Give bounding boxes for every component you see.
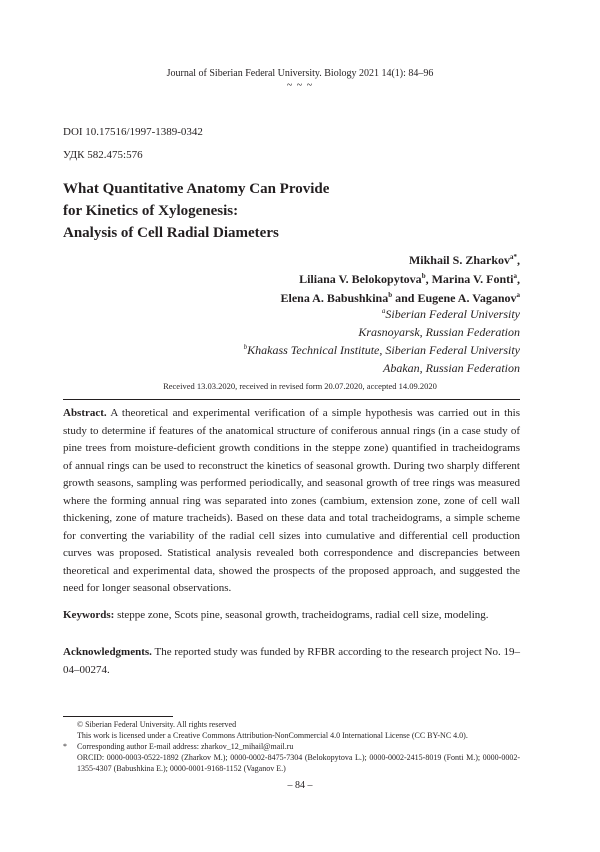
- affiliation-city: Krasnoyarsk, Russian Federation: [358, 325, 520, 339]
- udk-code: УДК 582.475:576: [63, 149, 143, 161]
- abstract: [63, 405, 520, 598]
- author-superscript: a: [516, 291, 520, 299]
- acknowledgments: [63, 644, 520, 679]
- affiliation-line: [244, 305, 520, 323]
- author-name: Mikhail S. Zharkov: [408, 253, 510, 267]
- journal-header: Journal of Siberian Federal University. Biology 2021 14(1): 84–96: [166, 68, 434, 79]
- author-separator: ,: [517, 253, 520, 267]
- abstract-text: A theoretical and experimental verification of a simple hypothesis was carried out in this study to determine if features of the anatomical structure of coniferous annual rings (in a case study of pine trees from moisture-deficient growth conditions in the steppe zone) quantified in tracheidograms of annual rings can be used to reconstruct the kinetics of seasonal growth. During two sharply different growth seasons, sampling was performed periodically, and seasonal growth of tree rings was measured where the forming annual ring was separated into zones (cambium, extension zone, zone of cell wall thickening, zone of mature tracheids). Based on these data and total tracheidograms, a simple scheme for converting the variability of the radial cell sizes into cumulative and differential cell production curves was proposed. Statistical analysis revealed both correspondence and discrepancies between theoretical and experimental data, showed the prospects of the proposed approach, and suggested the need for longer seasonal observations.: [63, 407, 520, 594]
- author-name: Liliana V. Belokopytova: [299, 272, 422, 286]
- keywords-label: Keywords:: [63, 609, 115, 621]
- header-ornament: ~ ~ ~: [286, 80, 314, 91]
- title-line: Analysis of Cell Radial Diameters: [63, 225, 279, 241]
- author-superscript: a: [513, 272, 517, 280]
- page-number: – 84 –: [287, 780, 313, 791]
- title-line: What Quantitative Anatomy Can Provide: [63, 181, 330, 197]
- title-line: for Kinetics of Xylogenesis:: [63, 203, 239, 219]
- footnote-marker: *: [63, 742, 67, 751]
- footnotes: [63, 719, 520, 774]
- footnote-text: ORCID: 0000-0003-0522-1892 (Zharkov M.); 0000-0002-8475-7304 (Belokopytova L.); 0000-0002-2415-8019 (Fonti M.); 0000-0002-1355-4307 (Babushkina E.); 0000-0001-9168-1152 (Vaganov E.): [77, 753, 520, 773]
- affiliation-line: [244, 341, 520, 359]
- footnote-text: This work is licensed under a Creative Commons Attribution-NonCommercial 4.0 International License (CC BY-NC 4.0).: [77, 731, 468, 740]
- author-list: [280, 251, 520, 308]
- affiliations: [244, 305, 520, 377]
- affiliation-name: Siberian Federal University: [385, 307, 520, 321]
- affiliation-city: Abakan, Russian Federation: [383, 361, 520, 375]
- abstract-divider: [63, 399, 520, 400]
- footnote-license: [63, 730, 520, 741]
- author-separator: ,: [517, 272, 520, 286]
- author-name: Elena A. Babushkina: [280, 291, 389, 305]
- acknowledgments-text: The reported study was funded by RFBR according to the research project No. 19–04–00274.: [63, 646, 520, 676]
- author-superscript: b: [388, 291, 393, 299]
- affiliation-superscript: b: [243, 343, 248, 351]
- article-title: [63, 178, 329, 244]
- author-separator: ,: [425, 272, 432, 286]
- author-name: Marina V. Fonti: [431, 272, 514, 286]
- author-name: Eugene A. Vaganov: [417, 291, 517, 305]
- footnote-divider: [63, 716, 173, 717]
- keywords-text: steppe zone, Scots pine, seasonal growth, tracheidograms, radial cell size, modeling.: [114, 609, 489, 621]
- doi[interactable]: DOI 10.17516/1997-1389-0342: [63, 126, 203, 138]
- footnote-copyright: [63, 719, 520, 730]
- acknowledgments-label: Acknowledgments.: [63, 646, 152, 658]
- footnote-text: © Siberian Federal University. All rights reserved: [77, 720, 237, 729]
- affiliation-name: Khakass Technical Institute, Siberian Federal University: [247, 343, 520, 357]
- author-line: [280, 251, 520, 270]
- affiliation-superscript: a: [381, 307, 386, 315]
- author-separator: and: [392, 291, 418, 305]
- footnote-corresponding: [63, 741, 520, 752]
- author-line: [280, 270, 520, 289]
- abstract-label: Abstract.: [63, 407, 107, 419]
- received-dates: Received 13.03.2020, received in revised form 20.07.2020, accepted 14.09.2020: [163, 381, 437, 391]
- footnote-text: Corresponding author E-mail address: zharkov_12_mihail@mail.ru: [77, 742, 294, 751]
- author-superscript: b: [421, 272, 426, 280]
- keywords: [63, 607, 520, 625]
- footnote-orcid: [63, 752, 520, 774]
- author-superscript: a*: [510, 253, 517, 261]
